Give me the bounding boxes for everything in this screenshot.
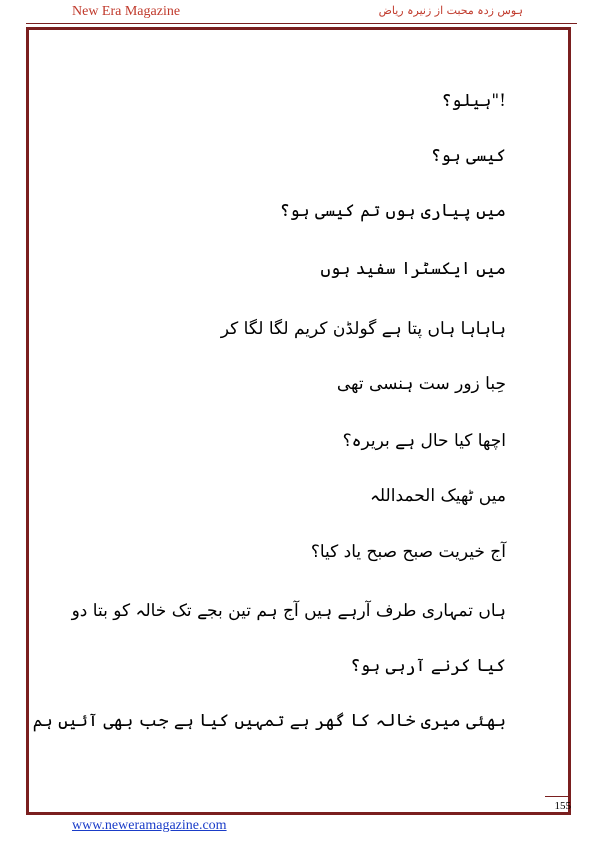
text-line: ہاہاہا ہاں پتا ہے گولڈن کریم لگا لگا کر <box>220 319 506 339</box>
text-line: اچھا کیا حال ہے بریرہ؟ <box>342 431 506 451</box>
text-line: میں ایکسٹرا سفید ہوں <box>320 259 506 279</box>
story-title: ہوس زدہ محبت از زنیرہ ریاض <box>378 4 523 17</box>
text-line: کیسی ہو؟ <box>430 146 506 166</box>
page-number: 155 <box>554 800 571 812</box>
magazine-name: New Era Magazine <box>72 4 181 19</box>
text-line: میں ٹھیک الحمداللہ <box>369 486 506 506</box>
text-line: آج خیریت صبح صبح یاد کیا؟ <box>310 542 506 562</box>
header-divider <box>26 23 577 24</box>
text-line: !"ہیلو؟ <box>441 91 506 111</box>
website-link[interactable]: www.neweramagazine.com <box>72 818 227 833</box>
text-line: بھئی میری خالہ کا گھر ہے تمہیں کیا ہے جب بھی آئیں ہم <box>32 711 506 731</box>
page-border <box>26 27 571 815</box>
text-line: ہاں تمہاری طرف آرہے ہیں آج ہم تین بجے تک خالہ کو بتا دو <box>71 601 506 621</box>
text-line: کیا کرنے آرہی ہو؟ <box>350 656 506 676</box>
text-line: میں پیاری ہوں تم کیسی ہو؟ <box>279 201 506 221</box>
text-line: حِبا زور ست ہنسی تھی <box>336 374 506 394</box>
